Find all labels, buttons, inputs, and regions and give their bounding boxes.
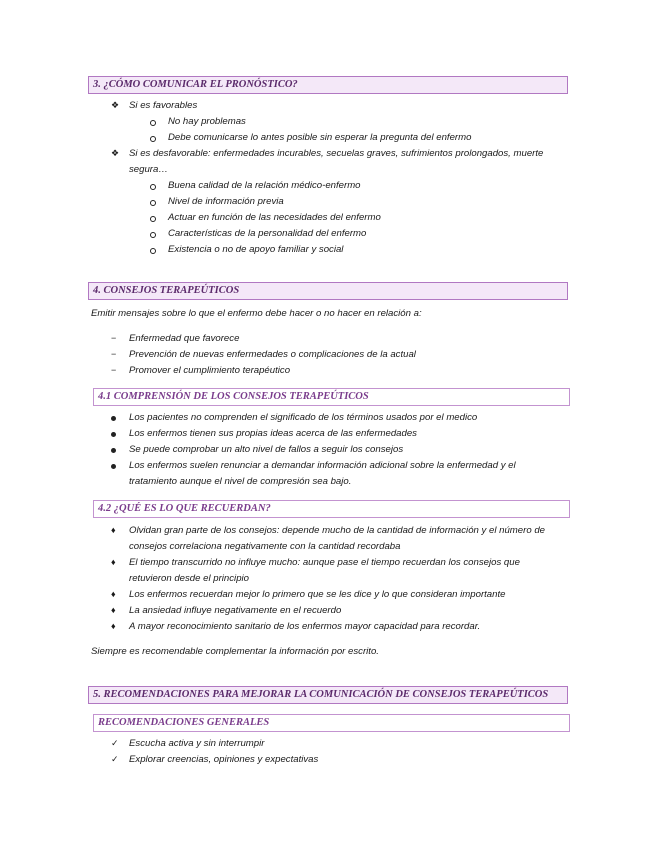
circle-bullet-icon: [150, 216, 156, 222]
paragraph: Siempre es recomendable complementar la información por escrito.: [91, 646, 379, 657]
list-item: Características de la personalidad del enfermo: [168, 228, 367, 239]
section-4-2-heading: 4.2 ¿QUÉ ES LO QUE RECUERDAN?: [93, 500, 570, 518]
list-item: Promover el cumplimiento terapéutico: [129, 365, 291, 376]
dot-bullet-icon: [111, 448, 116, 453]
star-bullet-icon: ❖: [111, 100, 120, 110]
dot-bullet-icon: [111, 464, 116, 469]
dash-bullet-icon: −: [111, 365, 117, 375]
circle-bullet-icon: [150, 136, 156, 142]
circle-bullet-icon: [150, 248, 156, 254]
section-4-1-heading: 4.1 COMPRENSIÓN DE LOS CONSEJOS TERAPEÚTICOS: [93, 388, 570, 406]
circle-bullet-icon: [150, 184, 156, 190]
list-item: Los enfermos suelen renunciar a demandar información adicional sobre la enfermedad y el: [129, 460, 516, 471]
circle-bullet-icon: [150, 200, 156, 206]
section-3-heading: 3. ¿CÓMO COMUNICAR EL PRONÓSTICO?: [88, 76, 568, 94]
check-icon: ✓: [111, 754, 119, 764]
list-item: Escucha activa y sin interrumpir: [129, 738, 265, 749]
dash-bullet-icon: −: [111, 333, 117, 343]
circle-bullet-icon: [150, 120, 156, 126]
star-bullet-icon: ❖: [111, 148, 120, 158]
list-item-continuation: segura…: [129, 164, 168, 175]
dot-bullet-icon: [111, 432, 116, 437]
list-item: Los pacientes no comprenden el significado de los términos usados por el medico: [129, 412, 478, 423]
diamond-bullet-icon: ♦: [111, 557, 116, 567]
section-5-subheading: RECOMENDACIONES GENERALES: [93, 714, 570, 732]
list-item: Se puede comprobar un alto nivel de fallos a seguir los consejos: [129, 444, 404, 455]
diamond-bullet-icon: ♦: [111, 621, 116, 631]
list-item: Explorar creencias, opiniones y expectativas: [129, 754, 319, 765]
list-item: Si es favorables: [129, 100, 198, 111]
dot-bullet-icon: [111, 416, 116, 421]
list-item: Enfermedad que favorece: [129, 333, 240, 344]
diamond-bullet-icon: ♦: [111, 589, 116, 599]
list-item-continuation: consejos correlaciona negativamente con la cantidad recordaba: [129, 541, 401, 552]
list-item: Olvidan gran parte de los consejos: depende mucho de la cantidad de información y el número de: [129, 525, 545, 536]
section-5-heading: 5. RECOMENDACIONES PARA MEJORAR LA COMUNICACIÓN DE CONSEJOS TERAPEÚTICOS: [88, 686, 568, 704]
diamond-bullet-icon: ♦: [111, 605, 116, 615]
list-item: Actuar en función de las necesidades del enfermo: [168, 212, 381, 223]
list-item: Si es desfavorable: enfermedades incurables, secuelas graves, sufrimientos prolongados, muerte: [129, 148, 544, 159]
list-item: Los enfermos recuerdan mejor lo primero que se les dice y lo que consideran importante: [129, 589, 506, 600]
list-item: Existencia o no de apoyo familiar y social: [168, 244, 344, 255]
list-item: El tiempo transcurrido no influye mucho: aunque pase el tiempo recuerdan los consejos que: [129, 557, 520, 568]
list-item-continuation: tratamiento aunque el nivel de compresión sea bajo.: [129, 476, 352, 487]
list-item: Los enfermos tienen sus propias ideas acerca de las enfermedades: [129, 428, 417, 439]
dash-bullet-icon: −: [111, 349, 117, 359]
list-item: A mayor reconocimiento sanitario de los enfermos mayor capacidad para recordar.: [129, 621, 481, 632]
paragraph: Emitir mensajes sobre lo que el enfermo debe hacer o no hacer en relación a:: [91, 308, 422, 319]
list-item: La ansiedad influye negativamente en el recuerdo: [129, 605, 342, 616]
diamond-bullet-icon: ♦: [111, 525, 116, 535]
list-item-continuation: retuvieron desde el principio: [129, 573, 249, 584]
list-item: Prevención de nuevas enfermedades o complicaciones de la actual: [129, 349, 416, 360]
circle-bullet-icon: [150, 232, 156, 238]
list-item: Nivel de información previa: [168, 196, 284, 207]
list-item: Buena calidad de la relación médico-enfermo: [168, 180, 361, 191]
list-item: No hay problemas: [168, 116, 246, 127]
check-icon: ✓: [111, 738, 119, 748]
list-item: Debe comunicarse lo antes posible sin esperar la pregunta del enfermo: [168, 132, 472, 143]
section-4-heading: 4. CONSEJOS TERAPEÚTICOS: [88, 282, 568, 300]
